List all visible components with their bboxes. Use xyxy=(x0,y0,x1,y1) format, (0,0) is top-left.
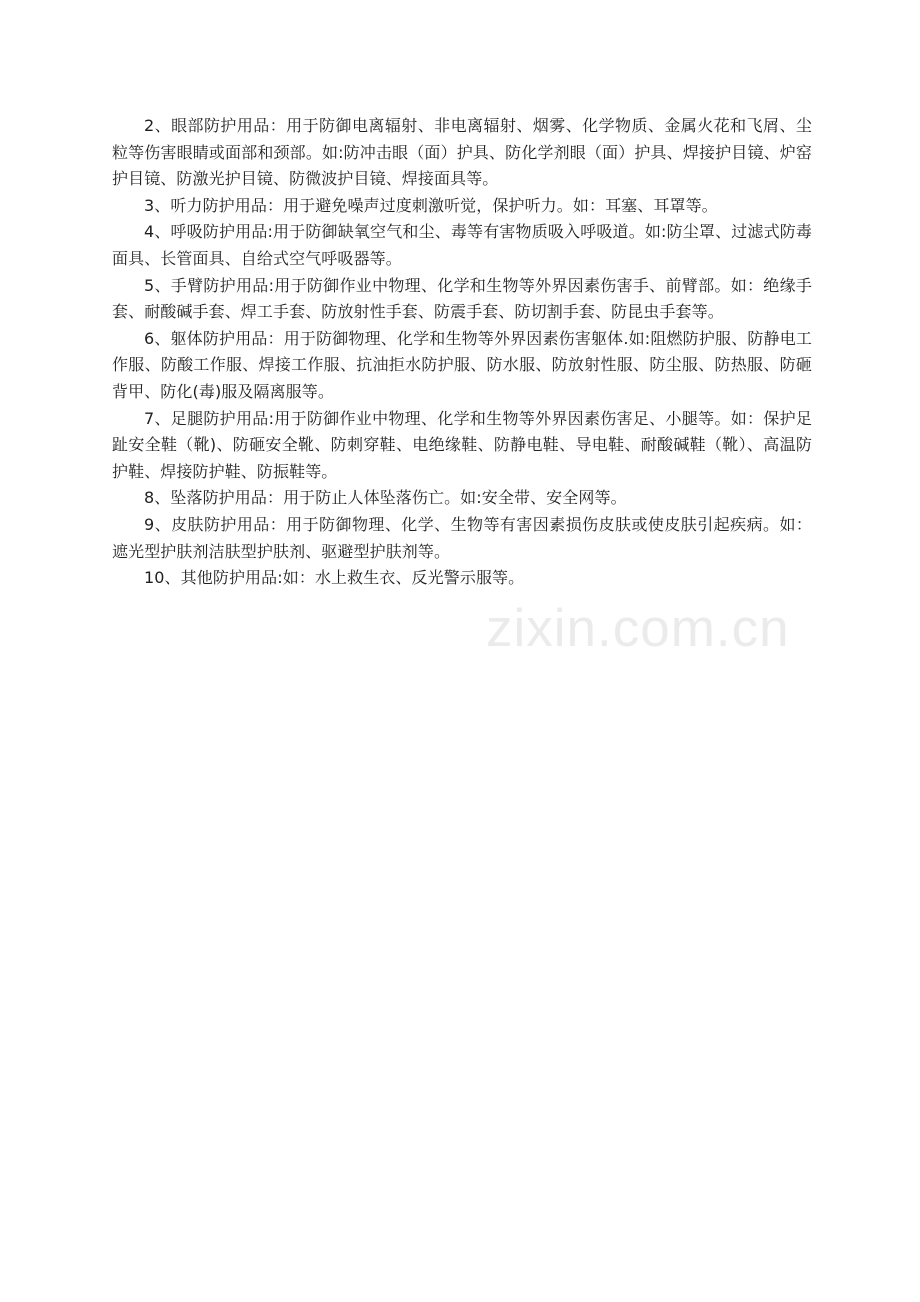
document-body xyxy=(112,113,812,592)
paragraph-fall-protection: 8、坠落防护用品：用于防止人体坠落伤亡。如:安全带、安全网等。 xyxy=(144,488,627,508)
paragraph-other-protection: 10、其他防护用品:如：水上救生衣、反光警示服等。 xyxy=(144,568,525,588)
paragraph-eye-protection: 2、眼部防护用品：用于防御电离辐射、非电离辐射、烟雾、化学物质、金属火花和飞屑、尘粒等伤害眼睛或面部和颈部。如:防冲击眼（面）护具、防化学剂眼（面）护具、焊接护目镜、炉窑护目镜、防激光护目镜、防微波护目镜、焊接面具等。 xyxy=(112,116,812,189)
paragraph-body-protection: 6、躯体防护用品：用于防御物理、化学和生物等外界因素伤害躯体.如:阻燃防护服、防静电工作服、防酸工作服、焊接工作服、抗油拒水防护服、防水服、防放射性服、防尘服、防热服、防砸背甲、防化(毒)服及隔离服等。 xyxy=(112,328,812,401)
paragraph-arm-protection: 5、手臂防护用品:用于防御作业中物理、化学和生物等外界因素伤害手、前臂部。如：绝缘手套、耐酸碱手套、焊工手套、防放射性手套、防震手套、防切割手套、防昆虫手套等。 xyxy=(112,275,812,322)
paragraph-skin-protection: 9、皮肤防护用品：用于防御物理、化学、生物等有害因素损伤皮肤或使皮肤引起疾病。如：遮光型护肤剂洁肤型护肤剂、驱避型护肤剂等。 xyxy=(112,514,812,561)
paragraph-hearing-protection: 3、听力防护用品：用于避免噪声过度刺激听觉，保护听力。如：耳塞、耳罩等。 xyxy=(144,195,718,215)
paragraph-leg-protection: 7、足腿防护用品:用于防御作业中物理、化学和生物等外界因素伤害足、小腿等。如：保护足趾安全鞋（靴)、防砸安全靴、防刺穿鞋、电绝缘鞋、防静电鞋、导电鞋、耐酸碱鞋（靴）、高温防护鞋、焊接防护鞋、防振鞋等。 xyxy=(112,408,812,481)
paragraph-respiratory-protection: 4、呼吸防护用品:用于防御缺氧空气和尘、毒等有害物质吸入呼吸道。如:防尘罩、过滤式防毒面具、长管面具、自给式空气呼吸器等。 xyxy=(112,222,812,268)
site-watermark: zixin.com.cn xyxy=(486,599,790,658)
